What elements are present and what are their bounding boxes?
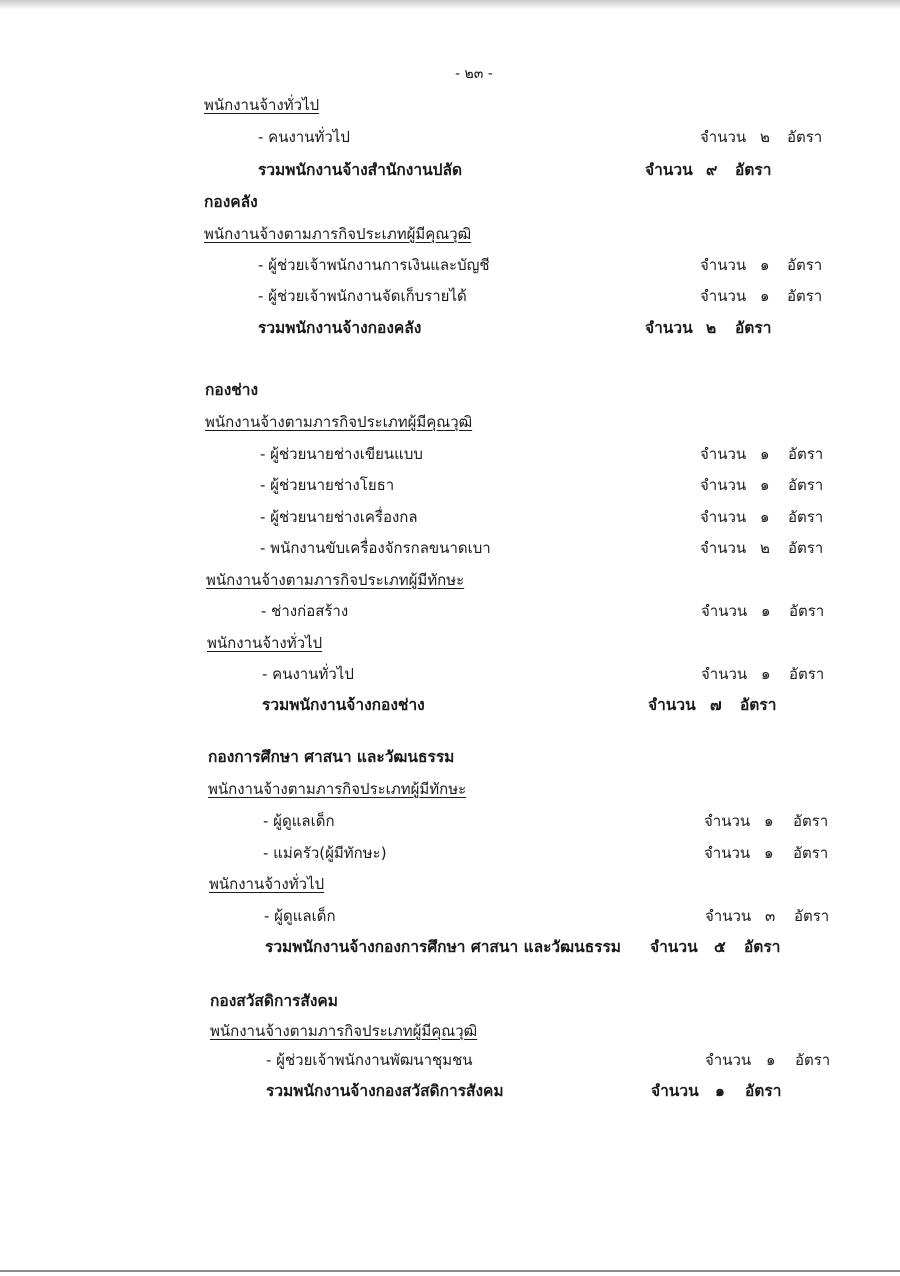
division-title: กองช่าง [205,381,259,399]
position-count: ๑ [766,1051,776,1069]
position-row [0,470,900,500]
count-word: จำนวน [705,907,752,925]
total-row [0,932,900,962]
total-label: รวมพนักงานจ้างกองคลัง [258,319,422,337]
division-title: กองสวัสดิการสังคม [210,992,338,1010]
count-word: จำนวน [700,508,747,526]
position-name: - ผู้ช่วยนายช่างเขียนแบบ [260,445,423,463]
position-count: ๒ [760,539,770,557]
position-count: ๑ [760,287,770,305]
unit-word: อัตรา [789,602,825,620]
category-label: พนักงานจ้างทั่วไป [207,634,323,652]
unit-word: อัตรา [795,1051,831,1069]
position-name: - ผู้ดูแลเด็ก [263,812,335,830]
category-label: พนักงานจ้างตามภารกิจประเภทผู้มีคุณวุฒิ [205,413,473,431]
total-count: ๑ [715,1082,725,1100]
unit-word: อัตรา [789,665,825,683]
unit-word: อัตรา [740,696,777,714]
total-row [0,690,900,720]
unit-word: อัตรา [744,938,781,956]
count-word: จำนวน [704,812,751,830]
unit-word: อัตรา [794,907,830,925]
count-word: จำนวน [701,665,748,683]
count-word: จำนวน [700,539,747,557]
total-label: รวมพนักงานจ้างกองช่าง [262,696,425,714]
scan-edge-top [0,0,900,10]
category-heading [0,869,900,899]
category-label: พนักงานจ้างทั่วไป [204,96,320,114]
count-word: จำนวน [700,256,747,274]
total-count: ๗ [710,696,722,714]
position-count: ๓ [765,907,776,925]
category-heading [0,219,900,249]
category-heading [0,1016,900,1046]
division-title: กองการศึกษา ศาสนา และวัฒนธรรม [208,748,455,766]
unit-word: อัตรา [793,812,829,830]
position-name: - ผู้ช่วยเจ้าพนักงานจัดเก็บรายได้ [258,287,467,305]
page-number-row [0,59,900,89]
division-heading [0,187,900,217]
division-title: กองคลัง [204,193,258,211]
count-word: จำนวน [700,287,747,305]
count-word: จำนวน [700,476,747,494]
division-heading [0,986,900,1016]
unit-word: อัตรา [787,128,823,146]
category-heading [0,774,900,804]
position-name: - พนักงานขับเครื่องจักรกลขนาดเบา [260,539,491,557]
unit-word: อัตรา [787,287,823,305]
count-word: จำนวน [700,445,747,463]
total-label: รวมพนักงานจ้างกองการศึกษา ศาสนา และวัฒนธรรม [265,938,622,956]
total-label: รวมพนักงานจ้างกองสวัสดิการสังคม [266,1082,504,1100]
unit-word: อัตรา [735,319,772,337]
unit-word: อัตรา [735,161,772,179]
position-row [0,1045,900,1075]
position-row [0,901,900,931]
total-row [0,1076,900,1106]
count-word: จำนวน [645,319,693,337]
position-count: ๒ [760,128,770,146]
count-word: จำนวน [704,844,751,862]
category-label: พนักงานจ้างตามภารกิจประเภทผู้มีทักษะ [206,571,465,589]
category-label: พนักงานจ้างตามภารกิจประเภทผู้มีคุณวุฒิ [210,1022,478,1040]
division-heading [0,742,900,772]
total-count: ๕ [714,938,726,956]
position-count: ๑ [764,844,774,862]
scan-edge-bottom [0,1270,900,1272]
position-name: - ช่างก่อสร้าง [261,602,349,620]
total-row [0,313,900,343]
category-label: พนักงานจ้างทั่วไป [209,875,325,893]
category-heading [0,628,900,658]
count-word: จำนวน [705,1051,752,1069]
page-number: - ๒๓ - [455,66,493,82]
position-count: ๑ [764,812,774,830]
category-label: พนักงานจ้างตามภารกิจประเภทผู้มีทักษะ [208,780,467,798]
total-row [0,155,900,185]
position-name: - แม่ครัว(ผู้มีทักษะ) [263,844,387,862]
division-heading [0,375,900,405]
count-word: จำนวน [700,128,747,146]
position-count: ๑ [760,445,770,463]
count-word: จำนวน [645,161,693,179]
position-name: - ผู้ช่วยนายช่างโยธา [260,476,395,494]
position-row [0,806,900,836]
unit-word: อัตรา [788,445,824,463]
unit-word: อัตรา [788,476,824,494]
unit-word: อัตรา [788,539,824,557]
unit-word: อัตรา [793,844,829,862]
category-heading [0,565,900,595]
total-count: ๒ [706,319,717,337]
count-word: จำนวน [651,1082,699,1100]
position-name: - ผู้ดูแลเด็ก [264,907,336,925]
count-word: จำนวน [648,696,696,714]
position-count: ๑ [760,476,770,494]
position-name: - ผู้ช่วยเจ้าพนักงานพัฒนาชุมชน [266,1051,473,1069]
position-count: ๑ [760,256,770,274]
category-heading [0,407,900,437]
position-row [0,281,900,311]
total-label: รวมพนักงานจ้างสำนักงานปลัด [258,161,463,179]
category-heading [0,90,900,120]
category-label: พนักงานจ้างตามภารกิจประเภทผู้มีคุณวุฒิ [204,225,472,243]
position-row [0,533,900,563]
position-name: - คนงานทั่วไป [258,128,350,146]
position-count: ๑ [760,508,770,526]
count-word: จำนวน [701,602,748,620]
unit-word: อัตรา [745,1082,782,1100]
position-count: ๑ [761,665,771,683]
position-name: - คนงานทั่วไป [262,665,354,683]
unit-word: อัตรา [788,508,824,526]
position-row [0,838,900,868]
position-row [0,659,900,689]
position-count: ๑ [761,602,771,620]
position-row [0,250,900,280]
count-word: จำนวน [650,938,698,956]
position-row [0,502,900,532]
position-name: - ผู้ช่วยเจ้าพนักงานการเงินและบัญชี [258,256,490,274]
unit-word: อัตรา [787,256,823,274]
position-row [0,122,900,152]
position-name: - ผู้ช่วยนายช่างเครื่องกล [260,508,418,526]
total-count: ๙ [706,161,718,179]
position-row [0,596,900,626]
position-row [0,439,900,469]
